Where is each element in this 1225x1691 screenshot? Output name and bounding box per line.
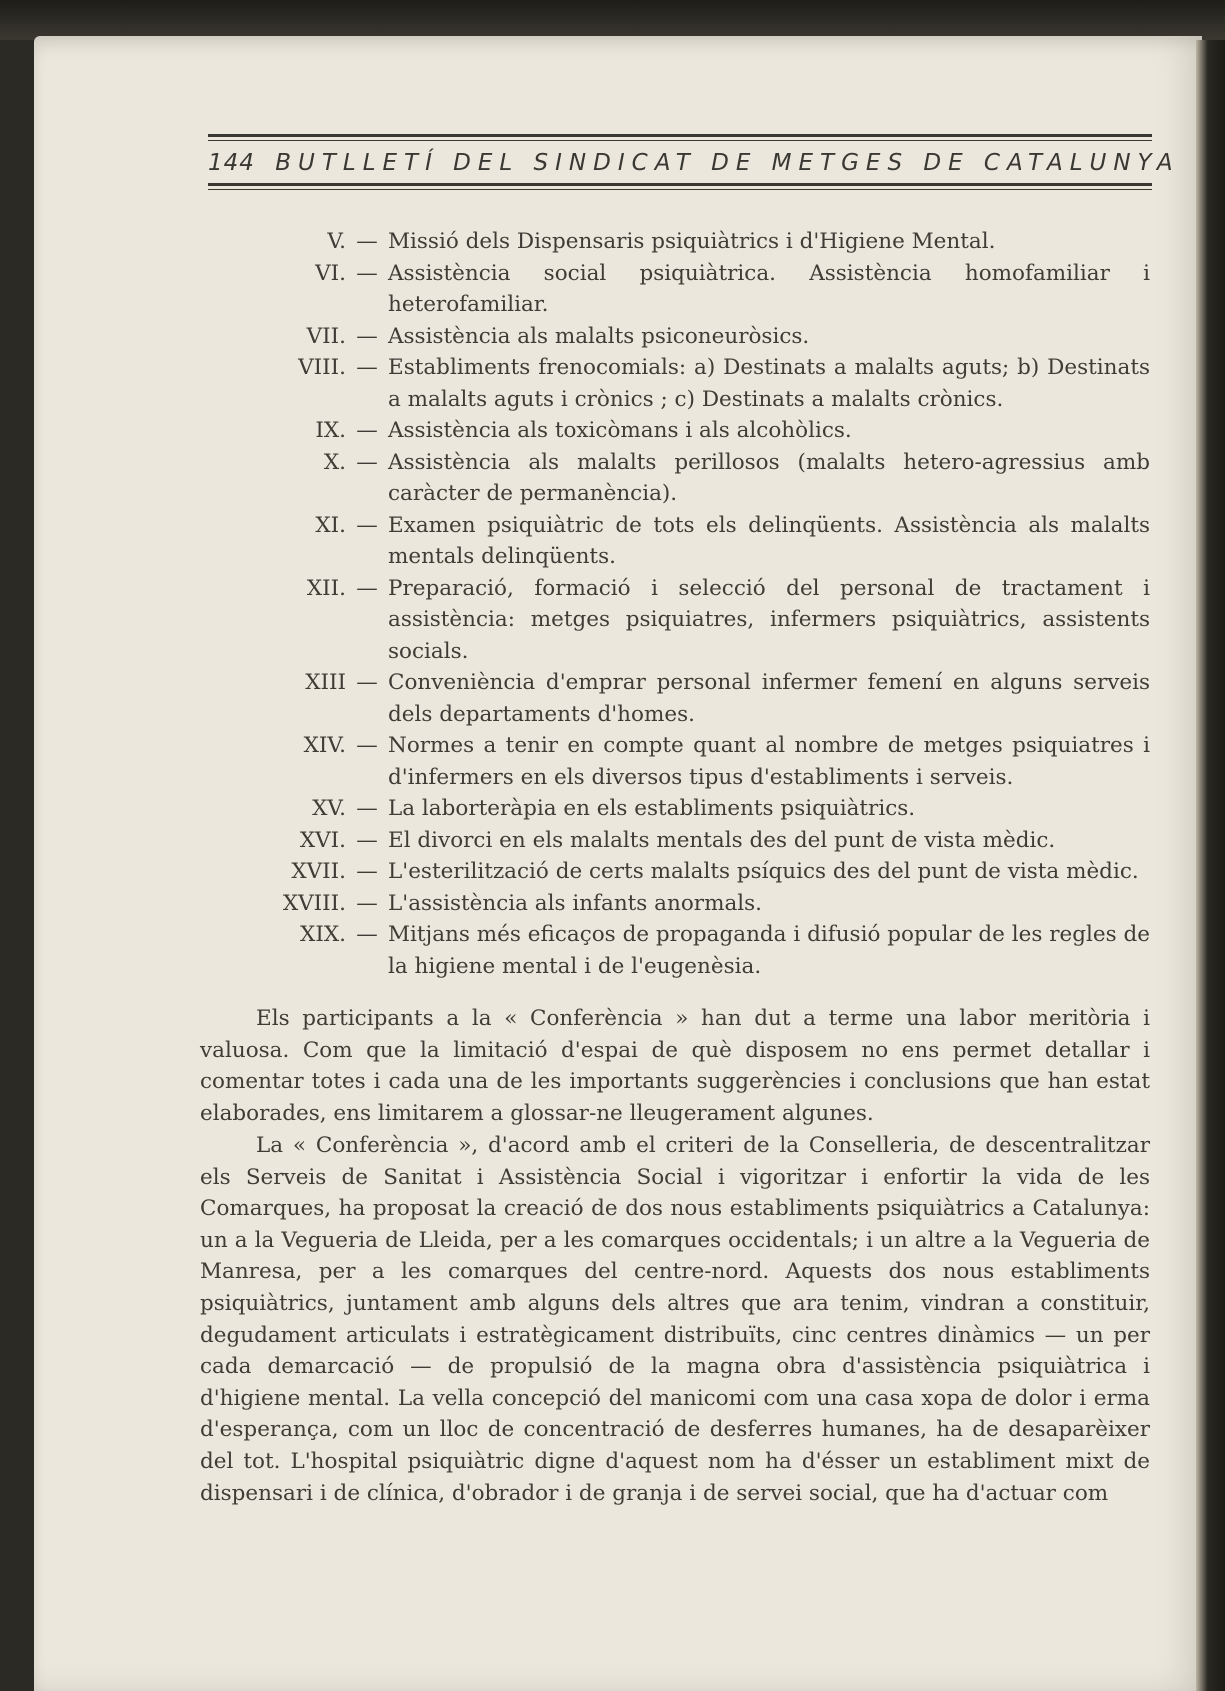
list-item: VI. — Assistència social psiquiàtrica. Assistència homofamiliar i heterofamiliar. bbox=[200, 258, 1150, 321]
header-rule-bottom-thin bbox=[208, 189, 1152, 190]
list-item: VIII. — Establiments frenocomials: a) Destinats a malalts aguts; b) Destinats a malalts aguts i crònics ; c) Destinats a malalts crònics. bbox=[200, 352, 1150, 415]
item-number: XVI. bbox=[299, 827, 346, 853]
list-item: XIV. — Normes a tenir en compte quant al nombre de metges psiquiatres i d'infermers en els diversos tipus d'establiments i serveis. bbox=[200, 730, 1150, 793]
item-number: VIII. bbox=[298, 355, 346, 380]
item-text: Conveniència d'emprar personal infermer femení en alguns serveis dels departaments d'homes. bbox=[388, 670, 1150, 727]
item-text: Establiments frenocomials: a) Destinats a malalts aguts; b) Destinats a malalts aguts i crònics ; c) Destinats a malalts crònics. bbox=[388, 355, 1150, 412]
page-number: 144 bbox=[208, 150, 255, 176]
list-item: XVIII. — L'assistència als infants anormals. bbox=[200, 888, 1150, 920]
item-text: Examen psiquiàtric de tots els delinqüents. Assistència als malalts mentals delinqüents. bbox=[388, 512, 1150, 569]
item-number: XIV. bbox=[303, 733, 346, 758]
item-text: Mitjans més eficaços de propaganda i difusió popular de les regles de la higiene mental i de l'eugenèsia. bbox=[388, 922, 1150, 979]
item-text: Preparació, formació i selecció del personal de tractament i assistència: metges psiquiatres, infermers psiquiàtrics, assistents socials. bbox=[388, 575, 1150, 664]
item-number: XIX. bbox=[300, 922, 346, 947]
scan-background bbox=[0, 0, 1225, 40]
item-number: XIII bbox=[305, 670, 346, 695]
list-item: V. — Missió dels Dispensaris psiquiàtrics i d'Higiene Mental. bbox=[200, 226, 1150, 258]
item-text: Assistència social psiquiàtrica. Assistència homofamiliar i heterofamiliar. bbox=[388, 260, 1150, 317]
item-number: XII. bbox=[306, 575, 346, 601]
list-item: XIX. — Mitjans més eficaços de propaganda i difusió popular de les regles de la higiene mental i de l'eugenèsia. bbox=[200, 919, 1150, 982]
header-line bbox=[208, 141, 1180, 183]
item-text: La laborteràpia en els establiments psiquiàtrics. bbox=[388, 796, 916, 821]
item-number: XV. bbox=[312, 796, 346, 821]
list-item: XVII. — L'esterilització de certs malalts psíquics des del punt de vista mèdic. bbox=[200, 856, 1150, 888]
list-item: VII. — Assistència als malalts psiconeuròsics. bbox=[200, 321, 1150, 353]
item-number: V. bbox=[327, 229, 346, 254]
item-text: L'esterilització de certs malalts psíquics des del punt de vista mèdic. bbox=[388, 859, 1139, 884]
item-number: IX. bbox=[315, 418, 346, 443]
body-paragraph: La « Conferència », d'acord amb el criteri de la Conselleria, de descentralitzar els Serveis de Sanitat i Assistència Social i vigoritzar i enfortir la vida de les Comarques, ha proposat la creació de dos nous establiments psiquiàtrics a Catalunya: un a la Vegueria de Lleida, per a les comarques occidentals; i un altre a la Vegueria de Manresa, per a les comarques del centre-nord. Aquests dos nous establiments psiquiàtrics, juntament amb alguns dels altres que ara tenim, vindran a constituir, degudament articulats i estratègicament distribuïts, cinc centres dinàmics — un per cada demarcació — de propulsió de la magna obra d'assistència psiquiàtrica i d'higiene mental. La vella concepció del manicomi com una casa xopa de dolor i erma d'esperança, com un lloc de concentració de desferres humanes, ha de desaparèixer del tot. L'hospital psiquiàtric digne d'aquest nom ha d'ésser un establiment mixt de dispensari i de clínica, d'obrador i de granja i de servei social, que ha d'actuar com bbox=[200, 1133, 1150, 1506]
list-item: XIII — Conveniència d'emprar personal infermer femení en alguns serveis dels departaments d'homes. bbox=[200, 667, 1150, 730]
item-text: Assistència als toxicòmans i als alcohòlics. bbox=[388, 418, 852, 443]
item-text: L'assistència als infants anormals. bbox=[388, 890, 763, 916]
item-number: XVII. bbox=[291, 859, 346, 884]
item-text: Assistència als malalts perillosos (malalts hetero-agressius amb caràcter de permanència). bbox=[388, 449, 1150, 506]
list-item: XI. — Examen psiquiàtric de tots els delinqüents. Assistència als malalts mentals delinqüents. bbox=[200, 510, 1150, 573]
item-text: Normes a tenir en compte quant al nombre de metges psiquiatres i d'infermers en els diversos tipus d'establiments i serveis. bbox=[388, 733, 1150, 790]
body-paragraph: Els participants a la « Conferència » han dut a terme una labor meritòria i valuosa. Com que la limitació d'espai de què disposem no ens permet detallar i comentar totes i cada una de les importants suggerències i conclusions que han estat elaborades, ens limitarem a glossar-ne lleugerament algunes. bbox=[200, 1006, 1150, 1126]
topics-list bbox=[200, 226, 1150, 982]
item-number: VI. bbox=[315, 260, 346, 286]
running-header bbox=[208, 134, 1180, 190]
header-rule-top bbox=[208, 134, 1152, 137]
header-rule-bottom bbox=[208, 183, 1152, 186]
item-number: XI. bbox=[315, 512, 346, 538]
item-number: XVIII. bbox=[282, 890, 346, 916]
item-number: VII. bbox=[306, 323, 346, 349]
item-number: X. bbox=[323, 449, 346, 475]
item-text: Missió dels Dispensaris psiquiàtrics i d'Higiene Mental. bbox=[388, 229, 996, 254]
list-item: XV. — La laborteràpia en els establiments psiquiàtrics. bbox=[200, 793, 1150, 825]
list-item: XVI. — El divorci en els malalts mentals des del punt de vista mèdic. bbox=[200, 825, 1150, 857]
item-text: El divorci en els malalts mentals des del punt de vista mèdic. bbox=[388, 827, 1056, 853]
page-edge-shadow bbox=[1196, 40, 1225, 1691]
list-item: X. — Assistència als malalts perillosos (malalts hetero-agressius amb caràcter de permanència). bbox=[200, 447, 1150, 510]
journal-title: BUTLLETÍ DEL SINDICAT DE METGES DE CATALUNYA bbox=[275, 150, 1180, 176]
list-item: IX. — Assistència als toxicòmans i als alcohòlics. bbox=[200, 415, 1150, 447]
item-text: Assistència als malalts psiconeuròsics. bbox=[388, 323, 810, 349]
list-item: XII. — Preparació, formació i selecció del personal de tractament i assistència: metges psiquiatres, infermers psiquiàtrics, assistents socials. bbox=[200, 573, 1150, 668]
